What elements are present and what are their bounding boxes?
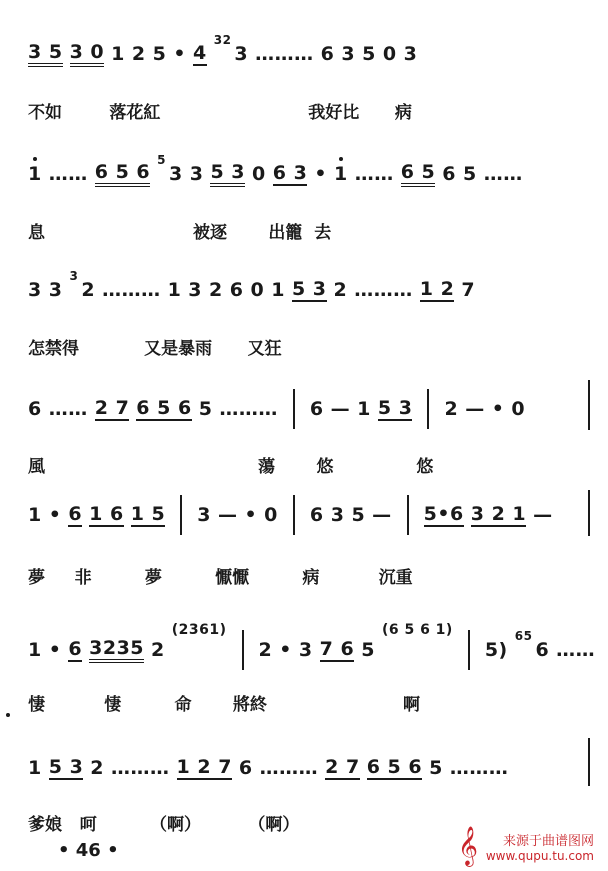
lyric-row-3: 怎禁得 又是暴雨 又狂 [28,339,282,359]
note: 7 [461,279,476,301]
lyric-row-7: 爹娘 呵 （啊） （啊） [28,815,300,835]
note-group: 1 2 [419,278,455,300]
lyric-row-6: 悽 悽 命 將終 啊 [28,695,421,715]
note-group: 3 0 [70,41,105,67]
note: 0 [250,279,265,301]
note: 2 [209,279,223,301]
note: 6 [28,398,42,420]
hold: ……… [449,757,509,779]
note: 2 [151,639,165,661]
note: 0 [511,398,526,420]
note: 5 [429,757,443,779]
note: 6 [309,398,324,420]
lyric-row-2: 息 被逐 出籠 去 [28,223,332,243]
note: 0 [264,504,278,526]
note-group: 6 3 [309,504,345,526]
notation-row-4 [28,393,596,425]
note: 3 [197,504,211,526]
hold: …… [483,163,523,185]
grace-note: 65 [514,629,533,643]
grace-note: 3 [69,269,79,283]
interlude-group: (2361) [171,622,227,638]
note: 1 [167,279,182,301]
lyric-row-4: 風 蕩 悠 悠 [28,457,434,477]
note: 5 [463,163,477,185]
dash: — [330,398,351,420]
hold: ……… [255,43,314,65]
note: 1 [28,639,42,661]
note: 1 [357,398,371,420]
note-group: 6 5 6 [366,756,423,778]
note: 2 [81,279,96,301]
notation-row-5 [28,499,596,531]
note: 2 [333,279,348,301]
note: 3 [341,43,356,65]
dot: • [173,43,186,65]
dot: • [491,398,505,420]
print-speck [6,713,10,717]
notation-row-2 [28,153,596,190]
lyric-row-5: 夢 非 夢 懨懨 病 沉重 [28,568,413,588]
note: 2 [90,757,105,779]
watermark [457,826,594,866]
barline [180,495,182,535]
note-group: 5 3 [377,397,413,419]
note: 6 [238,757,253,779]
hold: ……… [219,398,278,420]
note: 4 [192,42,207,64]
note: 3 [189,163,204,185]
dash: — [217,504,238,526]
hold: …… [354,163,394,185]
grace-note: 32 [213,33,232,47]
note: 1 [28,163,42,185]
note-group: 1 6 [89,503,124,525]
dot: • [279,639,292,661]
note: 3 [48,279,63,301]
barline [407,495,409,535]
hold: …… [556,639,596,661]
note: 2 [258,639,273,661]
note-group: 1 5 [130,503,166,525]
note-group: 5 3 [48,756,84,778]
interlude-group: (6 5 6 1) [381,622,453,638]
dash: — [372,504,392,526]
note-group: 6 5 6 [95,161,150,187]
note: 3 [168,163,183,185]
note: 6 [442,163,456,185]
note-group: 3235 [89,637,144,663]
barline [293,389,295,429]
note: 5 [362,43,376,65]
dot: • [48,639,62,661]
note: 3 [188,279,203,301]
hold: ……… [111,757,170,779]
note: 6 [229,279,244,301]
note: 1 [271,279,285,301]
note-group: 6 3 [272,162,308,184]
barline [468,630,470,670]
note-group: 2 7 [94,397,130,419]
note-group: 5 3 [291,278,327,300]
dot: • [314,163,327,185]
dot: • [48,504,62,526]
hold: …… [48,163,88,185]
note: 5 [198,398,213,420]
note-group: 7 6 [319,638,355,660]
grace-note: 5 [157,153,166,167]
hold: ……… [259,757,319,779]
barline-right [588,738,590,786]
hold: …… [48,398,88,420]
note: 3 [28,279,42,301]
notation-row-1 [28,33,596,70]
note-group: 1 2 7 [176,756,232,778]
watermark-url: www.qupu.tu.com [485,849,594,863]
barline [293,495,295,535]
note: 5 [152,43,167,65]
note-group: 2 7 [325,756,360,778]
barline [242,630,244,670]
barline-right [588,380,590,430]
note-group: 5•6 [423,503,464,525]
note: 0 [382,43,397,65]
note: 2 [444,398,459,420]
notation-row-7 [28,752,596,784]
note-group: 3 2 1 [470,503,527,525]
notation-row-6 [28,622,596,666]
dot: • [244,504,258,526]
watermark-site-name: 来源于曲谱图网 [502,834,594,849]
note: 1 [111,43,125,65]
note: 5 [351,504,366,526]
treble-clef-icon: 𝄞 [457,826,478,866]
notation-row-3 [28,269,596,306]
note-group: 6 5 6 [136,397,192,419]
barline-right [588,490,590,536]
note: 6 [320,43,335,65]
note: 6 [68,503,83,525]
lyric-row-1: 不如 落花紅 我好比 病 [28,103,412,123]
hold: ……… [102,279,161,301]
note: 1 [28,757,42,779]
note: 3 [403,43,418,65]
note: 6 [68,638,83,660]
note: 6 [535,639,550,661]
note: 0 [252,163,266,185]
barline [427,389,429,429]
note-group: 3 5 [28,41,63,67]
dash: — [465,398,485,420]
note: 5 [361,639,375,661]
note: 1 [333,163,348,185]
dash: — [533,504,553,526]
note-group: 5 3 [210,161,245,187]
page-number: • 46 • [58,840,119,861]
note-group: 6 5 [401,161,436,187]
note: 5) [484,639,508,661]
note: 3 [298,639,313,661]
note: 2 [131,43,146,65]
hold: ……… [354,279,413,301]
note: 3 [234,43,249,65]
note: 1 [28,504,42,526]
